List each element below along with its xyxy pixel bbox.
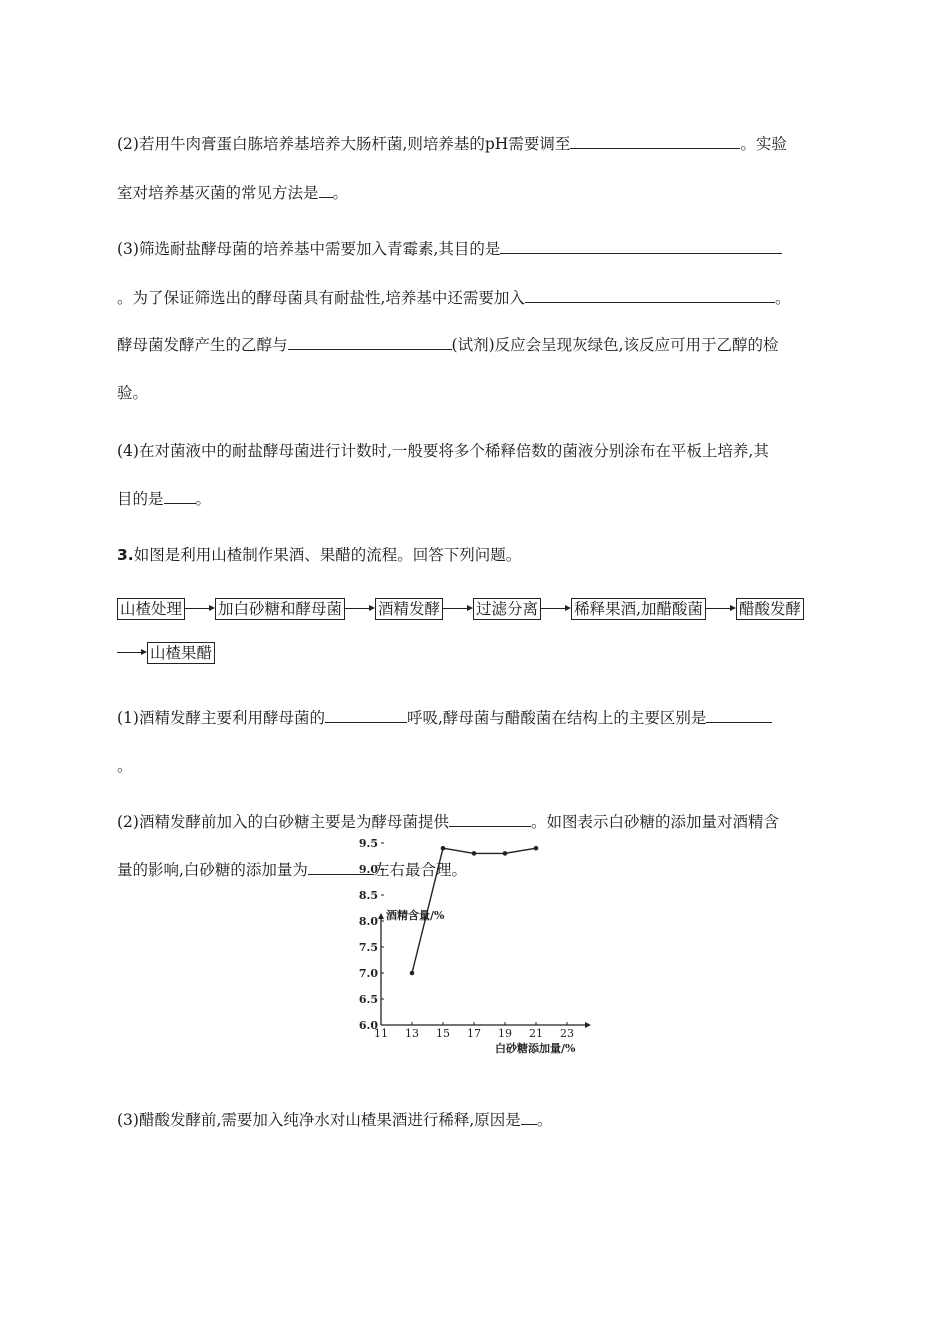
q3-2-text3: 量的影响,白砂糖的添加量为 [117,861,308,879]
answer-blank[interactable] [449,810,531,827]
q2-4-text2: 目的是 [117,490,164,508]
q3-2-text1: (2)酒精发酵前加入的白砂糖主要是为酵母菌提供 [117,813,449,831]
data-point [441,846,446,851]
answer-blank[interactable] [164,487,196,504]
y-tick-label: 8.5 [358,889,378,902]
q2-3-text4: 酵母菌发酵产生的乙醇与 [117,336,288,354]
x-tick-label: 23 [560,1027,574,1040]
q2-2-line1 [117,132,787,154]
y-tick-label: 9.0 [358,863,378,876]
x-tick-label: 17 [467,1027,481,1040]
q2-3-line2 [117,286,790,308]
x-axis-arrow-icon [585,1022,591,1028]
q2-3-text3: 。 [774,289,791,307]
x-tick-label: 15 [436,1027,450,1040]
y-tick-label: 7.5 [358,941,378,954]
flow-step: 稀释果酒,加醋酸菌 [571,598,706,620]
arrow-icon [541,600,571,618]
q2-4-line1 [117,439,769,461]
y-tick-label: 7.0 [358,967,378,980]
arrow-icon [443,600,473,618]
q2-4-line2 [117,487,211,509]
q3-1-text3: 。 [117,757,133,775]
q3-2-text2: 。如图表示白砂糖的添加量对酒精含 [530,813,779,831]
q2-3-text6: 验。 [117,384,149,402]
y-axis-label: 酒精含量/% [386,909,445,922]
q2-2-text4: 。 [332,184,349,202]
q3-stem-text: 如图是利用山楂制作果酒、果醋的流程。回答下列问题。 [133,546,522,564]
q3-3-text1: (3)醋酸发酵前,需要加入纯净水对山楂果酒进行稀释,原因是 [117,1111,521,1129]
q3-3-line1 [117,1108,552,1130]
arrow-icon [345,600,375,618]
q2-4-text1: (4)在对菌液中的耐盐酵母菌进行计数时,一般要将多个稀释倍数的菌液分别涂布在平板上培养,其 [117,442,769,460]
data-point [503,851,508,856]
answer-blank[interactable] [521,1108,537,1125]
flow-step: 山楂处理 [117,598,185,620]
y-axis-arrow-icon [378,913,384,919]
q3-number: 3. [117,546,134,564]
q3-2-line2 [117,858,467,880]
y-tick-label: 8.0 [358,915,378,928]
flow-step: 山楂果醋 [147,642,215,664]
arrow-icon [117,644,147,662]
q3-1-text1: (1)酒精发酵主要利用酵母菌的 [117,709,325,727]
y-tick-label: 6.5 [358,993,378,1006]
answer-blank[interactable] [319,181,333,198]
q3-2-line1 [117,810,779,832]
q2-3-line1 [117,237,782,259]
q2-2-text1: (2)若用牛肉膏蛋白胨培养基培养大肠杆菌,则培养基的pH需要调至 [117,135,571,153]
y-tick-label: 9.5 [358,837,378,850]
flow-step: 酒精发酵 [375,598,443,620]
answer-blank[interactable] [288,333,452,350]
q2-4-text3: 。 [195,490,212,508]
q2-3-text1: (3)筛选耐盐酵母菌的培养基中需要加入青霉素,其目的是 [117,240,501,258]
x-axis-label: 白砂糖添加量/% [495,1042,576,1055]
flow-step: 醋酸发酵 [736,598,804,620]
q2-3-text5: (试剂)反应会呈现灰绿色,该反应可用于乙醇的检 [451,336,779,354]
answer-blank[interactable] [525,286,775,303]
q3-2-text4: 左右最合理。 [373,861,467,879]
q2-3-line4 [117,381,148,403]
data-point [410,971,415,976]
flow-step: 过滤分离 [473,598,541,620]
q3-1-line2 [117,754,133,776]
q3-1-line1 [117,706,772,728]
q2-3-text2: 。为了保证筛选出的酵母菌具有耐盐性,培养基中还需要加入 [117,289,525,307]
x-tick-label: 13 [405,1027,419,1040]
data-point [534,846,539,851]
x-tick-label: 21 [529,1027,543,1040]
q3-stem [117,543,521,565]
answer-blank[interactable] [325,706,407,723]
x-tick-label: 19 [498,1027,512,1040]
y-tick-label: 6.0 [358,1019,378,1032]
answer-blank[interactable] [500,237,782,254]
arrow-icon [185,600,215,618]
answer-blank[interactable] [570,132,740,149]
q2-3-line3 [117,333,779,355]
arrow-icon [706,600,736,618]
q3-1-text2: 呼吸,酵母菌与醋酸菌在结构上的主要区别是 [406,709,707,727]
process-flow-line2 [117,642,215,664]
q2-2-text2: 。实验 [740,135,787,153]
q2-2-line2 [117,181,348,203]
q2-2-text3: 室对培养基灭菌的常见方法是 [117,184,319,202]
flow-step: 加白砂糖和酵母菌 [215,598,345,620]
x-tick-label: 11 [374,1027,388,1040]
q3-3-text2: 。 [536,1111,553,1129]
answer-blank[interactable] [706,706,772,723]
data-point [472,851,477,856]
process-flow [117,598,804,620]
